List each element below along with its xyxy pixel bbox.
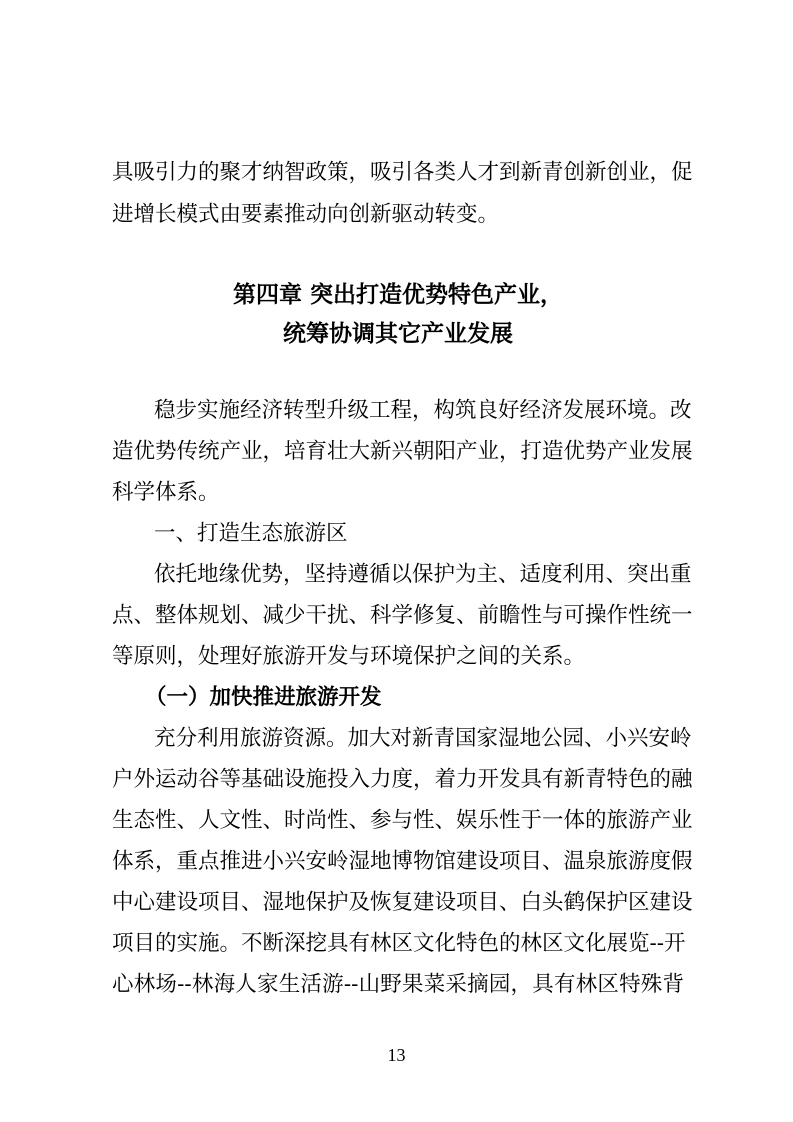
subsection-line-3: 生态性、人文性、时尚性、参与性、娱乐性于一体的旅游产业: [112, 808, 693, 833]
subsection-line-7: 心林场--林海人家生活游--山野果菜采摘园，具有林区特殊背: [112, 972, 684, 997]
chapter-title-line-2: 统筹协调其它产业发展: [283, 321, 513, 347]
chapter-title-line-1: 第四章 突出打造优势特色产业，: [232, 282, 563, 308]
section-line-3: 等原则，处理好旅游开发与环境保护之间的关系。: [112, 644, 586, 669]
subsection-line-2: 户外运动谷等基础设施投入力度，着力开发具有新青特色的融: [112, 767, 693, 792]
section-title: 一、打造生态旅游区: [154, 521, 348, 546]
chapter-intro-line-1: 稳步实施经济转型升级工程，构筑良好经济发展环境。改: [154, 398, 692, 423]
page-number: 13: [387, 1045, 406, 1065]
subsection-line-5: 中心建设项目、湿地保护及恢复建设项目、白头鹤保护区建设: [112, 890, 693, 915]
subsection-title: （一）加快推进旅游开发: [145, 685, 382, 710]
subsection-line-6: 项目的实施。不断深挖具有林区文化特色的林区文化展览--开: [112, 931, 686, 956]
subsection-line-1: 充分利用旅游资源。加大对新青国家湿地公园、小兴安岭: [154, 726, 692, 751]
chapter-intro-line-2: 造优势传统产业，培育壮大新兴朝阳产业，打造优势产业发展: [112, 439, 693, 464]
section-line-2: 点、整体规划、减少干扰、科学修复、前瞻性与可操作性统一: [112, 603, 693, 628]
section-line-1: 依托地缘优势，坚持遵循以保护为主、适度利用、突出重: [154, 562, 692, 587]
chapter-intro-line-3: 科学体系。: [112, 480, 220, 505]
intro-line-2: 进增长模式由要素推动向创新驱动转变。: [112, 202, 500, 227]
subsection-line-4: 体系，重点推进小兴安岭湿地博物馆建设项目、温泉旅游度假: [112, 849, 693, 874]
intro-line-1: 具吸引力的聚才纳智政策，吸引各类人才到新青创新创业，促: [112, 160, 693, 185]
